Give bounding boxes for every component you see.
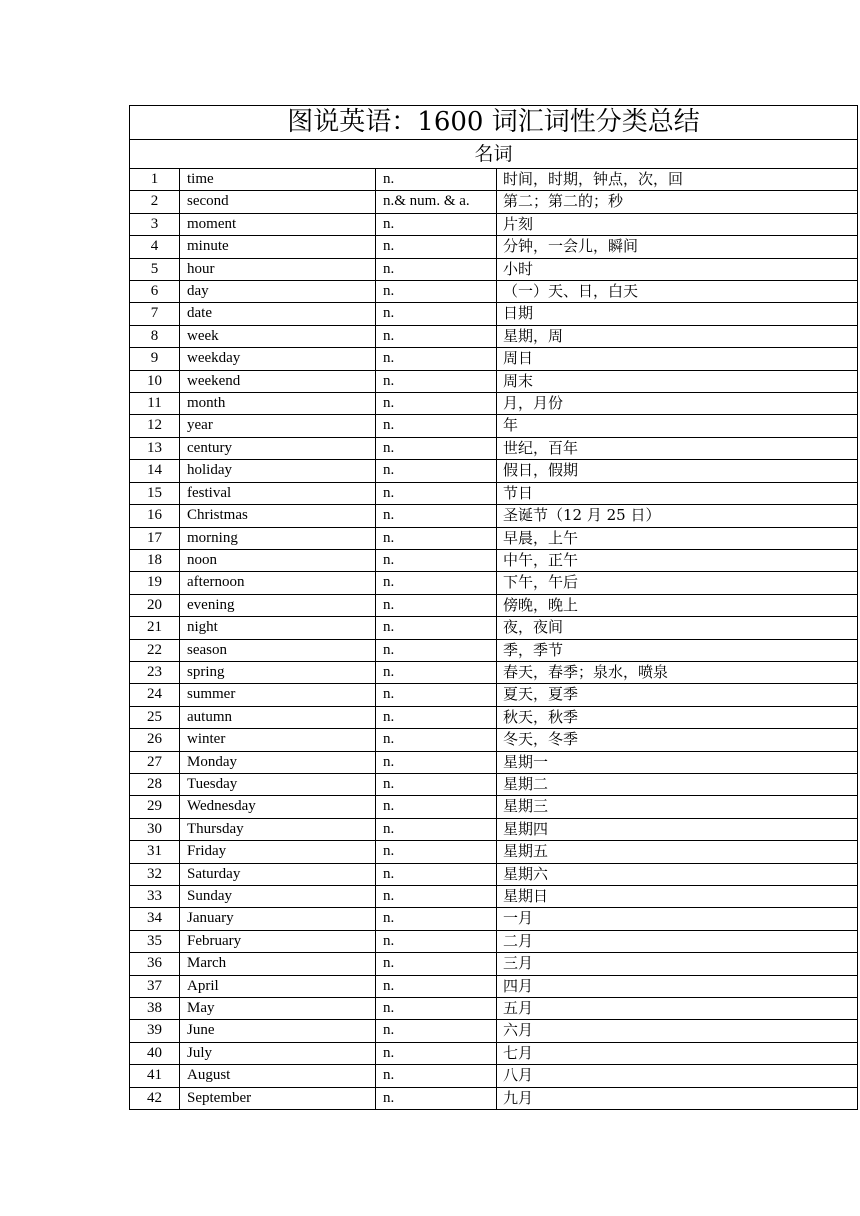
meaning-cell: 下午，午后 bbox=[497, 572, 858, 594]
vocabulary-table bbox=[129, 105, 858, 1110]
word-cell: spring bbox=[180, 661, 376, 683]
meaning-cell: 早晨，上午 bbox=[497, 527, 858, 549]
row-number: 10 bbox=[130, 370, 180, 392]
meaning-cell: 九月 bbox=[497, 1087, 858, 1109]
row-number: 12 bbox=[130, 415, 180, 437]
word-cell: day bbox=[180, 281, 376, 303]
row-number: 18 bbox=[130, 549, 180, 571]
word-cell: minute bbox=[180, 236, 376, 258]
word-cell: Monday bbox=[180, 751, 376, 773]
word-cell: January bbox=[180, 908, 376, 930]
part-of-speech-cell: n. bbox=[376, 505, 497, 527]
meaning-cell: 春天，春季；泉水，喷泉 bbox=[497, 661, 858, 683]
row-number: 26 bbox=[130, 729, 180, 751]
row-number: 29 bbox=[130, 796, 180, 818]
meaning-cell: 秋天，秋季 bbox=[497, 706, 858, 728]
meaning-cell: 夜，夜间 bbox=[497, 617, 858, 639]
word-cell: year bbox=[180, 415, 376, 437]
row-number: 41 bbox=[130, 1065, 180, 1087]
table-row bbox=[130, 1087, 858, 1109]
word-cell: September bbox=[180, 1087, 376, 1109]
word-cell: July bbox=[180, 1042, 376, 1064]
table-row bbox=[130, 661, 858, 683]
row-number: 7 bbox=[130, 303, 180, 325]
word-cell: time bbox=[180, 169, 376, 191]
meaning-cell: 五月 bbox=[497, 998, 858, 1020]
part-of-speech-cell: n. bbox=[376, 818, 497, 840]
word-cell: Tuesday bbox=[180, 773, 376, 795]
row-number: 24 bbox=[130, 684, 180, 706]
part-of-speech-cell: n. bbox=[376, 1020, 497, 1042]
meaning-cell: 二月 bbox=[497, 930, 858, 952]
part-of-speech-cell: n. bbox=[376, 617, 497, 639]
row-number: 22 bbox=[130, 639, 180, 661]
table-row bbox=[130, 325, 858, 347]
row-number: 1 bbox=[130, 169, 180, 191]
word-cell: Sunday bbox=[180, 886, 376, 908]
meaning-cell: （一）天、日，白天 bbox=[497, 281, 858, 303]
word-cell: May bbox=[180, 998, 376, 1020]
part-of-speech-cell: n. bbox=[376, 953, 497, 975]
row-number: 2 bbox=[130, 191, 180, 213]
row-number: 11 bbox=[130, 393, 180, 415]
meaning-cell: 星期日 bbox=[497, 886, 858, 908]
table-row bbox=[130, 639, 858, 661]
row-number: 15 bbox=[130, 482, 180, 504]
part-of-speech-cell: n. bbox=[376, 706, 497, 728]
table-row bbox=[130, 975, 858, 997]
meaning-cell: 星期一 bbox=[497, 751, 858, 773]
row-number: 23 bbox=[130, 661, 180, 683]
row-number: 8 bbox=[130, 325, 180, 347]
part-of-speech-cell: n. bbox=[376, 998, 497, 1020]
meaning-cell: 片刻 bbox=[497, 213, 858, 235]
word-cell: April bbox=[180, 975, 376, 997]
table-row bbox=[130, 751, 858, 773]
table-row bbox=[130, 773, 858, 795]
part-of-speech-cell: n. bbox=[376, 639, 497, 661]
part-of-speech-cell: n. bbox=[376, 482, 497, 504]
word-cell: weekday bbox=[180, 348, 376, 370]
row-number: 35 bbox=[130, 930, 180, 952]
part-of-speech-cell: n. bbox=[376, 841, 497, 863]
row-number: 4 bbox=[130, 236, 180, 258]
row-number: 21 bbox=[130, 617, 180, 639]
part-of-speech-cell: n. bbox=[376, 684, 497, 706]
table-row bbox=[130, 370, 858, 392]
meaning-cell: 月，月份 bbox=[497, 393, 858, 415]
row-number: 31 bbox=[130, 841, 180, 863]
table-row bbox=[130, 863, 858, 885]
meaning-cell: 星期四 bbox=[497, 818, 858, 840]
part-of-speech-cell: n. bbox=[376, 303, 497, 325]
part-of-speech-cell: n. bbox=[376, 729, 497, 751]
table-row bbox=[130, 482, 858, 504]
table-row bbox=[130, 549, 858, 571]
table-row bbox=[130, 303, 858, 325]
table-row bbox=[130, 258, 858, 280]
row-number: 30 bbox=[130, 818, 180, 840]
part-of-speech-cell: n. bbox=[376, 1042, 497, 1064]
title-row bbox=[130, 106, 858, 140]
part-of-speech-cell: n. bbox=[376, 886, 497, 908]
table-row bbox=[130, 1042, 858, 1064]
word-cell: Friday bbox=[180, 841, 376, 863]
row-number: 39 bbox=[130, 1020, 180, 1042]
meaning-cell: 七月 bbox=[497, 1042, 858, 1064]
part-of-speech-cell: n. bbox=[376, 661, 497, 683]
word-cell: morning bbox=[180, 527, 376, 549]
table-row bbox=[130, 169, 858, 191]
meaning-cell: 六月 bbox=[497, 1020, 858, 1042]
row-number: 17 bbox=[130, 527, 180, 549]
table-row bbox=[130, 213, 858, 235]
row-number: 19 bbox=[130, 572, 180, 594]
table-row bbox=[130, 505, 858, 527]
part-of-speech-cell: n. bbox=[376, 437, 497, 459]
table-row bbox=[130, 908, 858, 930]
part-of-speech-cell: n.& num. & a. bbox=[376, 191, 497, 213]
table-row bbox=[130, 886, 858, 908]
row-number: 33 bbox=[130, 886, 180, 908]
word-cell: March bbox=[180, 953, 376, 975]
word-cell: moment bbox=[180, 213, 376, 235]
part-of-speech-cell: n. bbox=[376, 348, 497, 370]
word-cell: summer bbox=[180, 684, 376, 706]
meaning-cell: 星期，周 bbox=[497, 325, 858, 347]
meaning-cell: 分钟，一会儿，瞬间 bbox=[497, 236, 858, 258]
word-cell: June bbox=[180, 1020, 376, 1042]
word-cell: autumn bbox=[180, 706, 376, 728]
table-row bbox=[130, 818, 858, 840]
meaning-cell: 三月 bbox=[497, 953, 858, 975]
meaning-cell: 周日 bbox=[497, 348, 858, 370]
part-of-speech-cell: n. bbox=[376, 930, 497, 952]
word-cell: festival bbox=[180, 482, 376, 504]
part-of-speech-cell: n. bbox=[376, 460, 497, 482]
meaning-cell: 星期二 bbox=[497, 773, 858, 795]
table-row bbox=[130, 953, 858, 975]
row-number: 5 bbox=[130, 258, 180, 280]
table-row bbox=[130, 460, 858, 482]
word-cell: century bbox=[180, 437, 376, 459]
table-row bbox=[130, 796, 858, 818]
meaning-cell: 夏天，夏季 bbox=[497, 684, 858, 706]
row-number: 16 bbox=[130, 505, 180, 527]
section-heading: 名词 bbox=[130, 140, 858, 169]
part-of-speech-cell: n. bbox=[376, 213, 497, 235]
word-cell: Saturday bbox=[180, 863, 376, 885]
meaning-cell: 星期六 bbox=[497, 863, 858, 885]
document-title: 图说英语：1600 词汇词性分类总结 bbox=[130, 106, 858, 140]
table-row bbox=[130, 191, 858, 213]
part-of-speech-cell: n. bbox=[376, 975, 497, 997]
part-of-speech-cell: n. bbox=[376, 796, 497, 818]
table-row bbox=[130, 930, 858, 952]
word-cell: hour bbox=[180, 258, 376, 280]
meaning-cell: 冬天，冬季 bbox=[497, 729, 858, 751]
part-of-speech-cell: n. bbox=[376, 325, 497, 347]
meaning-cell: 年 bbox=[497, 415, 858, 437]
part-of-speech-cell: n. bbox=[376, 393, 497, 415]
part-of-speech-cell: n. bbox=[376, 773, 497, 795]
meaning-cell: 日期 bbox=[497, 303, 858, 325]
meaning-cell: 星期五 bbox=[497, 841, 858, 863]
part-of-speech-cell: n. bbox=[376, 236, 497, 258]
word-cell: season bbox=[180, 639, 376, 661]
part-of-speech-cell: n. bbox=[376, 572, 497, 594]
table-row bbox=[130, 393, 858, 415]
part-of-speech-cell: n. bbox=[376, 527, 497, 549]
section-row bbox=[130, 140, 858, 169]
part-of-speech-cell: n. bbox=[376, 370, 497, 392]
part-of-speech-cell: n. bbox=[376, 751, 497, 773]
meaning-cell: 时间，时期，钟点，次，回 bbox=[497, 169, 858, 191]
row-number: 40 bbox=[130, 1042, 180, 1064]
row-number: 9 bbox=[130, 348, 180, 370]
row-number: 32 bbox=[130, 863, 180, 885]
part-of-speech-cell: n. bbox=[376, 594, 497, 616]
word-cell: August bbox=[180, 1065, 376, 1087]
meaning-cell: 四月 bbox=[497, 975, 858, 997]
row-number: 42 bbox=[130, 1087, 180, 1109]
part-of-speech-cell: n. bbox=[376, 1087, 497, 1109]
meaning-cell: 假日，假期 bbox=[497, 460, 858, 482]
word-cell: week bbox=[180, 325, 376, 347]
word-cell: holiday bbox=[180, 460, 376, 482]
meaning-cell: 小时 bbox=[497, 258, 858, 280]
row-number: 37 bbox=[130, 975, 180, 997]
table-row bbox=[130, 594, 858, 616]
part-of-speech-cell: n. bbox=[376, 415, 497, 437]
table-row bbox=[130, 998, 858, 1020]
part-of-speech-cell: n. bbox=[376, 908, 497, 930]
meaning-cell: 八月 bbox=[497, 1065, 858, 1087]
word-cell: afternoon bbox=[180, 572, 376, 594]
meaning-cell: 节日 bbox=[497, 482, 858, 504]
table-row bbox=[130, 348, 858, 370]
row-number: 27 bbox=[130, 751, 180, 773]
word-cell: noon bbox=[180, 549, 376, 571]
table-row bbox=[130, 1065, 858, 1087]
part-of-speech-cell: n. bbox=[376, 281, 497, 303]
row-number: 25 bbox=[130, 706, 180, 728]
row-number: 6 bbox=[130, 281, 180, 303]
meaning-cell: 星期三 bbox=[497, 796, 858, 818]
word-cell: Christmas bbox=[180, 505, 376, 527]
part-of-speech-cell: n. bbox=[376, 1065, 497, 1087]
meaning-cell: 一月 bbox=[497, 908, 858, 930]
word-cell: February bbox=[180, 930, 376, 952]
row-number: 38 bbox=[130, 998, 180, 1020]
word-cell: second bbox=[180, 191, 376, 213]
table-row bbox=[130, 706, 858, 728]
table-row bbox=[130, 415, 858, 437]
word-cell: Thursday bbox=[180, 818, 376, 840]
meaning-cell: 周末 bbox=[497, 370, 858, 392]
meaning-cell: 第二；第二的；秒 bbox=[497, 191, 858, 213]
row-number: 36 bbox=[130, 953, 180, 975]
meaning-cell: 中午，正午 bbox=[497, 549, 858, 571]
part-of-speech-cell: n. bbox=[376, 169, 497, 191]
word-cell: weekend bbox=[180, 370, 376, 392]
table-row bbox=[130, 684, 858, 706]
word-cell: date bbox=[180, 303, 376, 325]
word-cell: night bbox=[180, 617, 376, 639]
meaning-cell: 傍晚，晚上 bbox=[497, 594, 858, 616]
table-row bbox=[130, 527, 858, 549]
word-cell: month bbox=[180, 393, 376, 415]
part-of-speech-cell: n. bbox=[376, 258, 497, 280]
part-of-speech-cell: n. bbox=[376, 549, 497, 571]
row-number: 34 bbox=[130, 908, 180, 930]
table-row bbox=[130, 841, 858, 863]
word-cell: winter bbox=[180, 729, 376, 751]
table-row bbox=[130, 572, 858, 594]
meaning-cell: 季，季节 bbox=[497, 639, 858, 661]
row-number: 28 bbox=[130, 773, 180, 795]
table-row bbox=[130, 729, 858, 751]
table-row bbox=[130, 1020, 858, 1042]
meaning-cell: 世纪，百年 bbox=[497, 437, 858, 459]
table-row bbox=[130, 236, 858, 258]
row-number: 13 bbox=[130, 437, 180, 459]
word-cell: evening bbox=[180, 594, 376, 616]
meaning-cell: 圣诞节（12 月 25 日） bbox=[497, 505, 858, 527]
row-number: 20 bbox=[130, 594, 180, 616]
table-row bbox=[130, 437, 858, 459]
part-of-speech-cell: n. bbox=[376, 863, 497, 885]
word-cell: Wednesday bbox=[180, 796, 376, 818]
table-row bbox=[130, 617, 858, 639]
row-number: 14 bbox=[130, 460, 180, 482]
table-row bbox=[130, 281, 858, 303]
vocabulary-sheet bbox=[129, 105, 858, 1110]
row-number: 3 bbox=[130, 213, 180, 235]
